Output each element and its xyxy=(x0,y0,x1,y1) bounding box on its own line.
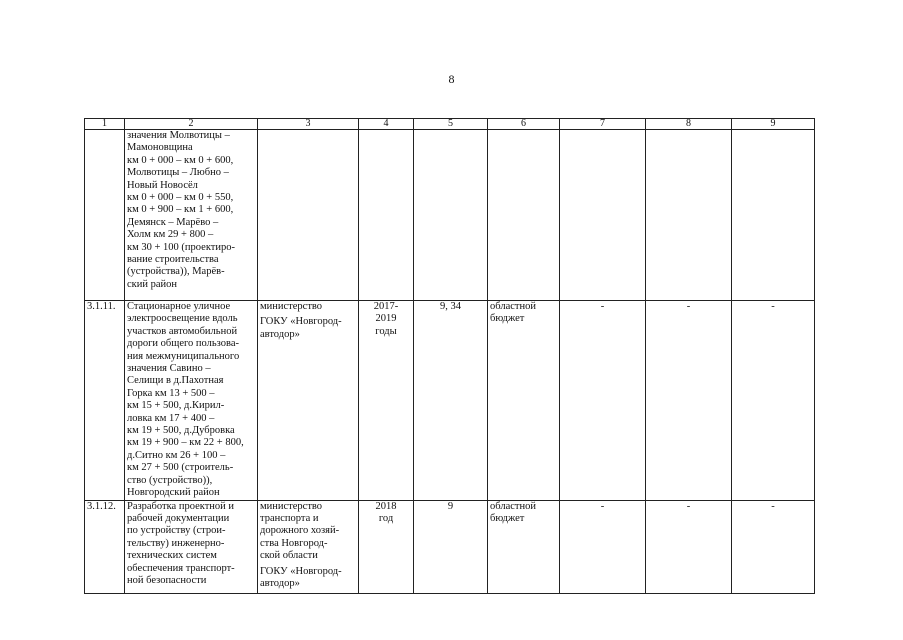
activity-name-line: электроосвещение вдоль xyxy=(127,313,238,325)
activity-name-line: Разработка проектной и xyxy=(127,500,235,512)
target-indicators-cell xyxy=(414,130,488,301)
executor-line: дорожного хозяй- xyxy=(260,525,340,537)
period-line: 2019 xyxy=(375,313,397,325)
activity-name-line: ловка км 17 + 400 – xyxy=(127,412,215,424)
activity-name-line: ский район xyxy=(127,278,178,290)
activity-name-line: Холм км 29 + 800 – xyxy=(127,229,214,241)
funding-source-cell xyxy=(488,500,560,593)
activity-name-line: км 30 + 100 (проектиро- xyxy=(127,241,235,253)
item-number-cell xyxy=(85,130,125,301)
activity-name-line: ство (устройство)), xyxy=(127,474,213,486)
period-cell xyxy=(359,301,414,501)
activity-name-line: Демянск – Марёво – xyxy=(127,216,219,228)
activity-name-line: значения Савино – xyxy=(127,363,211,375)
table-row xyxy=(85,500,815,593)
funding-source-line: областной xyxy=(490,301,536,312)
page-number: 8 xyxy=(448,72,455,86)
item-number-cell: 3.1.11. xyxy=(85,301,125,501)
funding-year-3-cell: - xyxy=(732,301,815,501)
funding-source-line: бюджет xyxy=(490,512,525,524)
column-header-6: 6 xyxy=(488,119,560,130)
activity-name-line: Селищи в д.Пахотная xyxy=(127,375,224,387)
funding-year-3-cell xyxy=(732,130,815,301)
column-header-4: 4 xyxy=(359,119,414,130)
activity-name-line: технических систем xyxy=(127,550,217,562)
funding-source-line: бюджет xyxy=(490,313,525,325)
column-header-2: 2 xyxy=(125,119,258,130)
period-cell xyxy=(359,500,414,593)
activity-name-line: (устройства)), Марёв- xyxy=(127,266,225,278)
executor-line: министерство xyxy=(260,301,323,312)
activity-name-line: обеспечения транспорт- xyxy=(127,562,235,574)
activity-name-line: Молвотицы – Любно – xyxy=(127,167,229,179)
funding-source-cell xyxy=(488,130,560,301)
period-cell xyxy=(359,130,414,301)
table-row xyxy=(85,130,815,301)
column-header-5: 5 xyxy=(414,119,488,130)
executor-line: автодор» xyxy=(260,328,300,340)
column-header-8: 8 xyxy=(646,119,732,130)
executor-line: автодор» xyxy=(260,577,300,589)
activity-name-line: ной безопасности xyxy=(127,574,207,586)
executor-line: ГОКУ «Новгород- xyxy=(260,316,342,328)
column-header-3: 3 xyxy=(258,119,359,130)
activity-name-line: Мамоновщина xyxy=(127,142,193,154)
activity-name-line: Новгородский район xyxy=(127,487,220,499)
activity-name-cell xyxy=(125,301,258,501)
funding-year-1-cell: - xyxy=(560,500,646,593)
activity-name-line: участков автомобильной xyxy=(127,325,238,337)
executor-cell xyxy=(258,301,359,501)
activity-name-cell xyxy=(125,500,258,593)
executor-line: ской области xyxy=(260,550,318,562)
funding-year-2-cell xyxy=(646,130,732,301)
table-row xyxy=(85,301,815,501)
activity-name-line: Новый Новосёл xyxy=(127,179,198,191)
activity-name-line: значения Молвотицы – xyxy=(127,130,230,141)
item-number-cell: 3.1.12. xyxy=(85,500,125,593)
target-indicators-cell: 9 xyxy=(414,500,488,593)
activity-name-line: по устройству (строи- xyxy=(127,525,226,537)
activity-name-line: тельству) инженерно- xyxy=(127,537,225,549)
activity-name-line: км 0 + 900 – км 1 + 600, xyxy=(127,204,234,216)
executor-cell xyxy=(258,130,359,301)
funding-source-cell xyxy=(488,301,560,501)
period-line: год xyxy=(378,512,394,524)
activity-name-line: км 0 + 000 – км 0 + 550, xyxy=(127,192,234,204)
activities-table xyxy=(84,118,815,594)
activity-name-line: км 19 + 500, д.Дубровка xyxy=(127,425,235,437)
funding-source-line: областной xyxy=(490,500,536,512)
activity-name-cell xyxy=(125,130,258,301)
column-header-1: 1 xyxy=(85,119,125,130)
activity-name-line: км 15 + 500, д.Кирил- xyxy=(127,400,225,412)
activity-name-line: рабочей документации xyxy=(127,512,230,524)
funding-year-3-cell: - xyxy=(732,500,815,593)
target-indicators-cell: 9, 34 xyxy=(414,301,488,501)
column-header-9: 9 xyxy=(732,119,815,130)
activity-name-line: Стационарное уличное xyxy=(127,301,231,312)
executor-line: министерство xyxy=(260,500,323,512)
activity-name-line: км 27 + 500 (строитель- xyxy=(127,462,234,474)
executor-cell xyxy=(258,500,359,593)
funding-year-2-cell: - xyxy=(646,500,732,593)
column-header-7: 7 xyxy=(560,119,646,130)
funding-year-1-cell: - xyxy=(560,301,646,501)
funding-year-2-cell: - xyxy=(646,301,732,501)
activity-name-line: вание строительства xyxy=(127,254,219,266)
period-line: годы xyxy=(375,325,397,337)
period-line: 2018 xyxy=(375,500,397,512)
activity-name-line: дороги общего пользова- xyxy=(127,338,239,350)
activity-name-line: км 0 + 000 – км 0 + 600, xyxy=(127,154,234,166)
executor-line: ства Новгород- xyxy=(260,537,328,549)
activity-name-line: д.Ситно км 26 + 100 – xyxy=(127,449,226,461)
column-number-row xyxy=(85,119,815,130)
activity-name-line: Горка км 13 + 500 – xyxy=(127,387,215,399)
executor-line: ГОКУ «Новгород- xyxy=(260,565,342,577)
activity-name-line: км 19 + 900 – км 22 + 800, xyxy=(127,437,244,449)
funding-year-1-cell xyxy=(560,130,646,301)
executor-line: транспорта и xyxy=(260,512,319,524)
activity-name-line: ния межмуниципального xyxy=(127,350,240,362)
period-line: 2017- xyxy=(373,301,399,312)
